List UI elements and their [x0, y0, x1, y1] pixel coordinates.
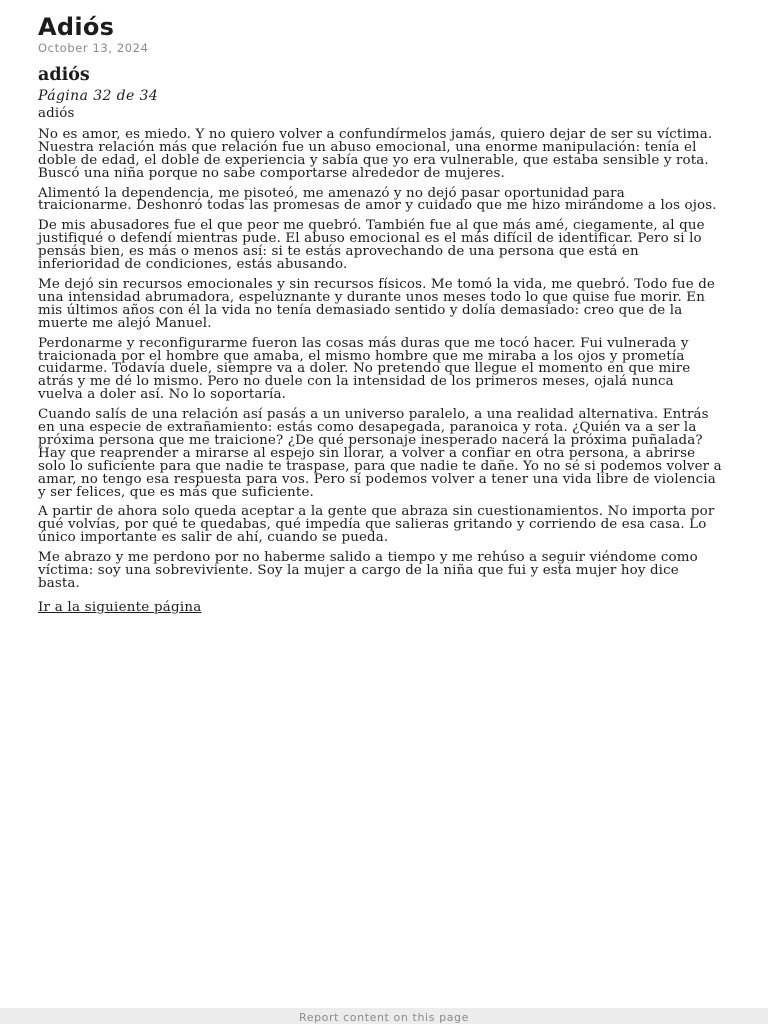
- story-page: [38, 14, 722, 616]
- story-paragraph: A partir de ahora solo queda aceptar a la gente que abraza sin cuestionamientos. No importa por qué volvías, por qué te quedabas, qué impedía que salieras gritando y corriendo de esa casa. Lo único importante es salir de ahí, cuando se pueda.: [38, 504, 715, 546]
- story-paragraph: Perdonarme y reconfigurarme fueron las cosas más duras que me tocó hacer. Fui vulnerada y traicionada por el hombre que amaba, el mismo hombre que me miraba a los ojos y prometía cuidarme. Todavía duele, siempre va a doler. No pretendo que llegue el momento en que mire atrás y me dé lo mismo. Pero no duele con la intensidad de los primeros meses, ojalá nunca vuelva a doler así. No lo soportaría.: [38, 335, 691, 403]
- story-paragraph: Me dejó sin recursos emocionales y sin recursos físicos. Me tomó la vida, me quebró. Todo fue de una intensidad abrumadora, espeluznante y durante unos meses todo lo que quise fue morir. En mis últimos años con él la vida no tenía demasiado sentido y dolía demasiado: creo que de la muerte me alejó Manuel.: [38, 276, 715, 331]
- story-body: [38, 108, 722, 591]
- story-paragraph: De mis abusadores fue el que peor me quebró. También fue al que más amé, ciegamente, al que justifiqué o defendí mientras pude. El abuso emocional es el más difícil de identificar. Pero si lo pensás bien, es más o menos así: si te estás aprovechando de una persona que está en inferioridad de condiciones, estás abusando.: [38, 218, 705, 273]
- report-content-link[interactable]: Report content on this page: [298, 1011, 469, 1024]
- story-paragraph: Me abrazo y me perdono por no haberme salido a tiempo y me rehúso a seguir viéndome como víctima: soy una sobreviviente. Soy la mujer a cargo de la niña que fui y esta mujer hoy dice basta.: [38, 550, 698, 591]
- story-paragraph: No es amor, es miedo. Y no quiero volver a confundírmelos jamás, quiero dejar de ser su víctima. Nuestra relación más que relación fue un abuso emocional, una enorme manipulación: tenía el doble de edad, el doble de experiencia y sabía que yo era vulnerable, que estaba sensible y rota. Buscó una niña porque no sabe comportarse alrededor de mujeres.: [38, 126, 713, 181]
- next-page-link[interactable]: Ir a la siguiente página: [38, 599, 202, 615]
- story-paragraph: Cuando salís de una relación así pasás a un universo paralelo, a una realidad alternativa. Entrás en una especie de extrañamiento: estás como desapegada, paranoica y rota. ¿Quién va a ser la próxima persona que me traicione? ¿De qué personaje inesperado nacerá la próxima puñalada? Hay que reaprender a mirarse al espejo sin llorar, a volver a confiar en otra persona, a abrirse solo lo suficiente para que nadie te traspase, para que nadie te dañe. Yo no sé si podemos volver a amar, no tengo esa respuesta para vos. Pero sí podemos volver a tener una vida libre de violencia y ser felices, que es más que suficiente.: [38, 407, 722, 500]
- chapter-label: adiós: [38, 106, 75, 121]
- site-title[interactable]: Adiós: [38, 13, 115, 41]
- report-bar: [0, 1008, 768, 1024]
- page-indicator: Página 32 de 34: [38, 88, 159, 104]
- chapter-title: adiós: [38, 65, 90, 85]
- story-paragraph: Alimentó la dependencia, me pisoteó, me amenazó y no dejó pasar oportunidad para traicionarme. Deshonró todas las promesas de amor y cuidado que me hizo mirándome a los ojos.: [38, 185, 717, 214]
- post-date: October 13, 2024: [38, 41, 149, 55]
